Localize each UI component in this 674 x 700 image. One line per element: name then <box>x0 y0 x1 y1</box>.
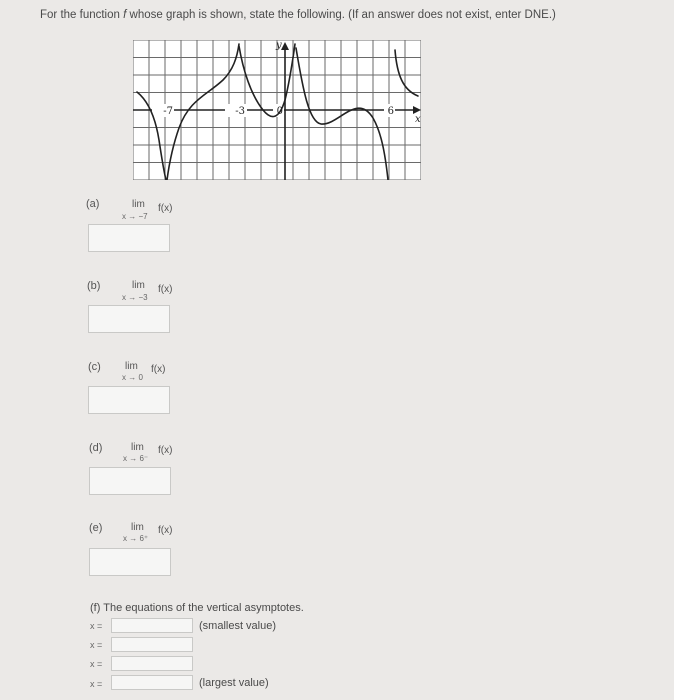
asymptote-4-input[interactable] <box>111 675 193 690</box>
question-c-sub: x → 0 <box>122 373 143 382</box>
question-b-fx: f(x) <box>158 284 173 295</box>
answer-c-input[interactable] <box>88 386 170 414</box>
asymptote-1-note: (smallest value) <box>199 620 277 632</box>
problem-prompt <box>40 9 556 21</box>
question-d-label: (d) <box>89 442 103 454</box>
question-a-label: (a) <box>86 198 100 210</box>
question-d-lim: lim <box>131 442 144 453</box>
question-c-label: (c) <box>88 361 101 373</box>
asymptote-3-prefix: x = <box>90 659 103 669</box>
function-name: f <box>123 9 127 21</box>
question-b-lim: lim <box>132 280 145 291</box>
asymptote-1-input[interactable] <box>111 618 193 633</box>
question-c-lim: lim <box>125 361 138 372</box>
y-axis-label: y <box>276 40 282 51</box>
asymptote-4-prefix: x = <box>90 679 103 689</box>
question-e-fx: f(x) <box>158 525 173 536</box>
asymptotes-title: (f) The equations of the vertical asymptotes. <box>90 602 304 614</box>
asymptote-3-input[interactable] <box>111 656 193 671</box>
answer-d-input[interactable] <box>89 467 171 495</box>
function-graph <box>133 40 421 180</box>
question-a-fx: f(x) <box>158 203 173 214</box>
asymptote-1-prefix: x = <box>90 621 103 631</box>
asymptote-4-note: (largest value) <box>199 677 269 689</box>
x-tick-neg7: -7 <box>163 106 173 117</box>
question-b-label: (b) <box>87 280 101 292</box>
x-axis-label: x <box>415 114 421 125</box>
prompt-text-before: For the function <box>40 9 124 21</box>
prompt-text-after: whose graph is shown, state the following. (If an answer does not exist, enter DNE.) <box>126 9 556 21</box>
question-a-sub: x → −7 <box>122 212 148 221</box>
answer-e-input[interactable] <box>89 548 171 576</box>
question-a-lim: lim <box>132 199 145 210</box>
question-d-fx: f(x) <box>158 445 173 456</box>
question-e-label: (e) <box>89 522 103 534</box>
question-e-sub: x → 6⁺ <box>123 534 149 543</box>
asymptote-2-prefix: x = <box>90 640 103 650</box>
x-tick-6: 6 <box>387 106 394 117</box>
x-tick-neg3: -3 <box>235 106 245 117</box>
asymptote-2-input[interactable] <box>111 637 193 652</box>
x-tick-0: 0 <box>276 106 283 117</box>
question-d-sub: x → 6⁻ <box>123 454 149 463</box>
answer-b-input[interactable] <box>88 305 170 333</box>
question-b-sub: x → −3 <box>122 293 148 302</box>
answer-a-input[interactable] <box>88 224 170 252</box>
question-e-lim: lim <box>131 522 144 533</box>
question-c-fx: f(x) <box>151 364 166 375</box>
